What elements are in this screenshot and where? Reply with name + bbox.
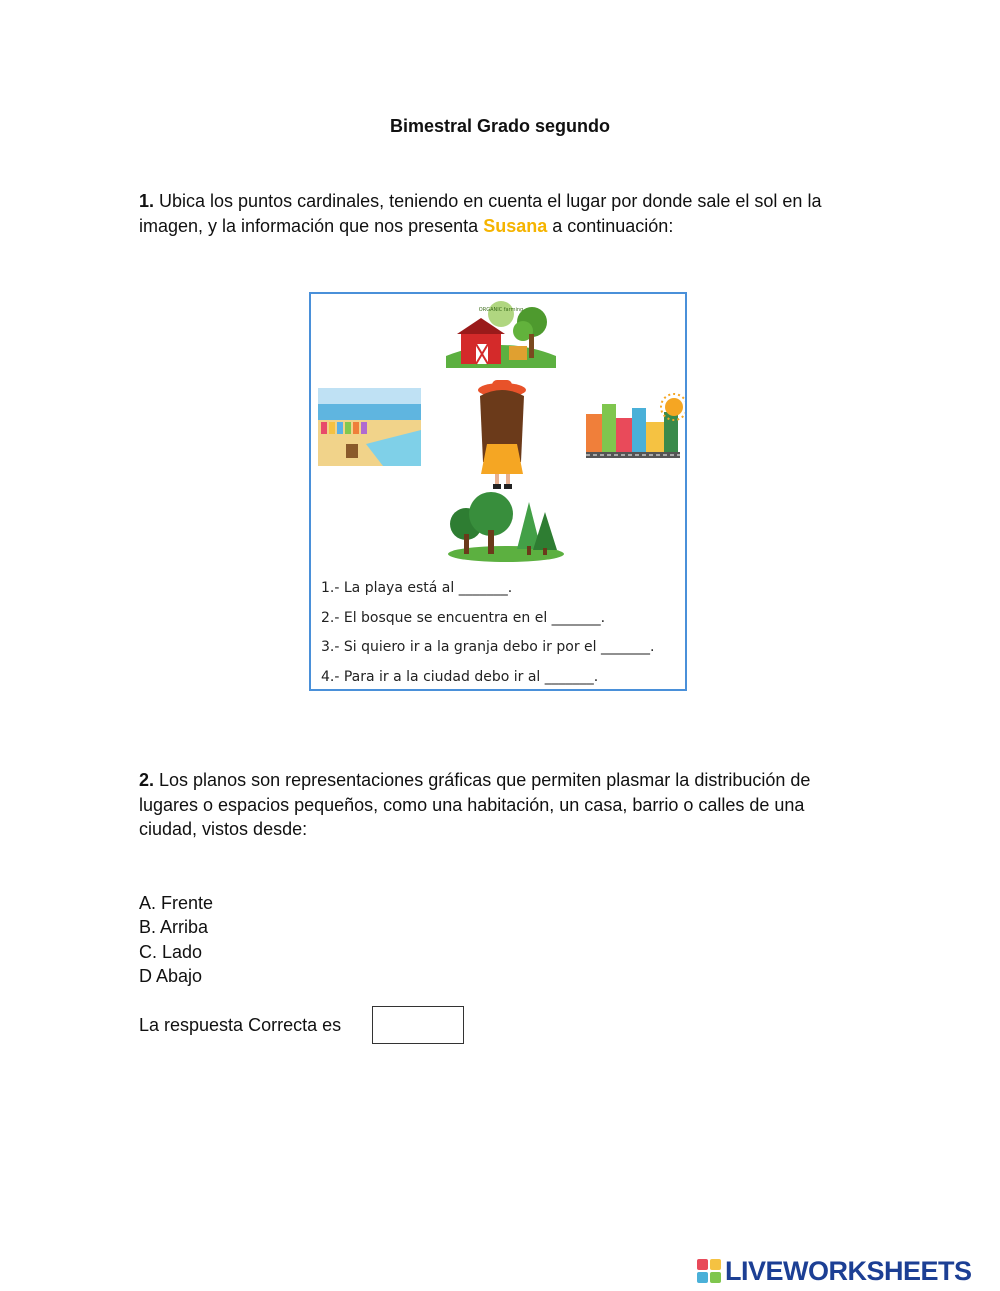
answer-label: La respuesta Correcta es [139,1015,342,1035]
option-a: A. Frente [139,893,214,913]
figure-illustration [311,294,685,564]
forest-image [448,492,564,562]
question-2-text: Los planos son representaciones gráficas que permiten plasmar la distribución de lugares o espacios pequeños, como una habitación, un casa, barrio o calles de una ciudad, vistos desde: [139,770,811,839]
logo-text: LIVEWORKSHEETS [725,1255,972,1286]
logo-icon [697,1259,721,1283]
farm-image [446,301,556,368]
question-1-number: 1. [139,191,155,211]
figure-question-4: 4.- Para ir a la ciudad debo ir al _______. [321,669,599,685]
option-d: D Abajo [139,966,203,986]
cardinal-points-figure [309,292,687,691]
figure-question-2: 2.- El bosque se encuentra en el _______. [321,610,606,626]
option-c: C. Lado [139,942,203,962]
page-title: Bimestral Grado segundo [389,116,611,136]
liveworksheets-logo [697,1256,972,1286]
girl-susana-image [478,380,526,489]
question-1 [139,189,864,238]
figure-question-1: 1.- La playa está al _______. [321,580,513,596]
beach-image [318,388,421,466]
question-1-text-after: a continuación: [547,215,674,236]
highlight-susana: Susana [483,215,548,236]
question-2 [139,768,864,842]
figure-question-3: 3.- Si quiero ir a la granja debo ir por el _______. [321,639,655,655]
question-1-text-before: Ubica los puntos cardinales, teniendo en cuenta el lugar por donde sale el sol en la imagen, y la información que nos presenta [139,191,822,236]
answer-input[interactable] [372,1006,464,1044]
farm-sign-text: ORGANIC farming [478,307,524,313]
question-2-number: 2. [139,770,155,790]
city-image [586,404,680,458]
option-b: B. Arriba [139,917,209,937]
